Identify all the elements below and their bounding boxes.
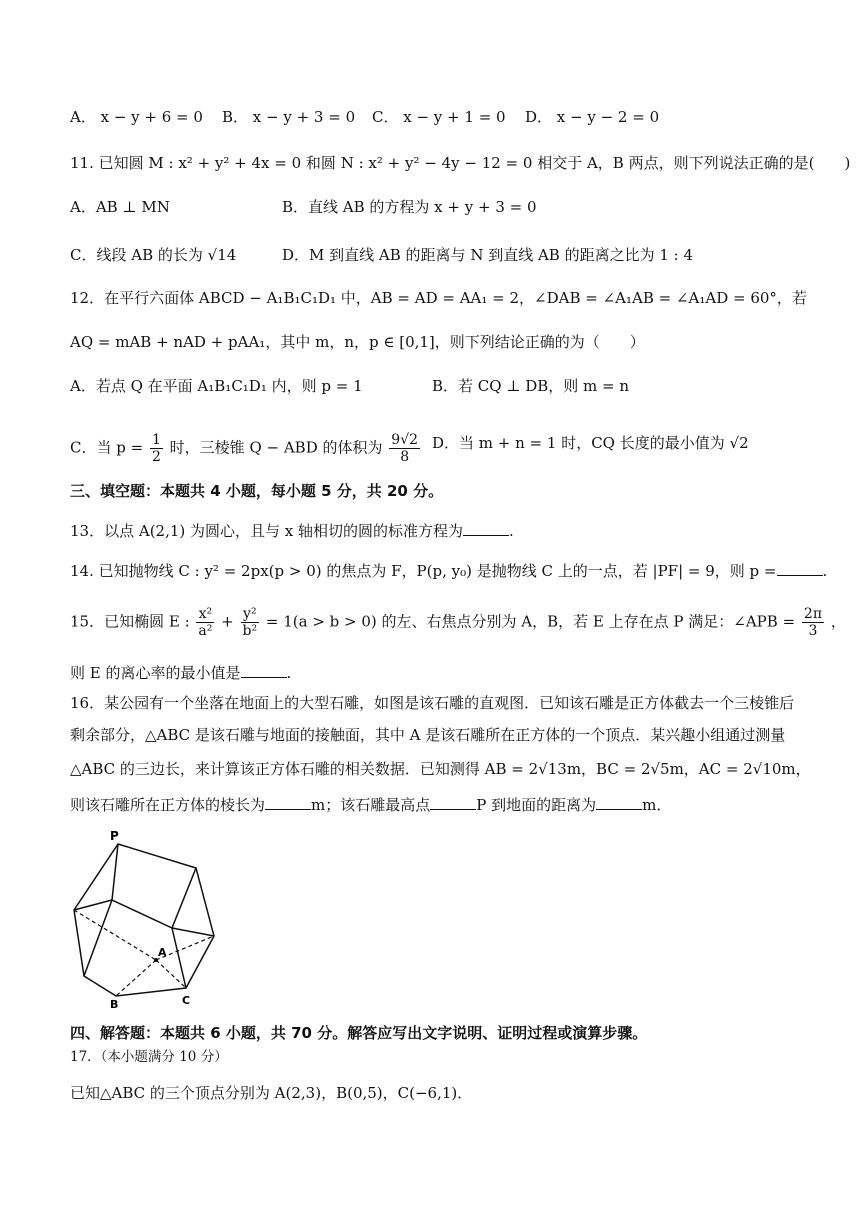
section4-heading: 四、解答题：本题共 6 小题，共 70 分。解答应写出文字说明、证明过程或演算步骤。 <box>70 1024 648 1042</box>
q15-frac2-den: b² <box>242 623 258 639</box>
q11-option-c: C．线段 AB 的长为 √14 <box>70 246 237 264</box>
q16-line4-a: 则该石雕所在正方体的棱长为 <box>70 796 266 814</box>
section3-heading: 三、填空题：本题共 4 小题，每小题 5 分，共 20 分。 <box>70 482 444 500</box>
q16-line4-b: m；该石雕最高点 <box>311 796 431 814</box>
q16-line2: 剩余部分，△ABC 是该石雕与地面的接触面，其中 A 是该石雕所在正方体的一个顶点．某兴趣小组通过测量 <box>70 726 786 744</box>
q12-option-d: D．当 m + n = 1 时，CQ 长度的最小值为 √2 <box>432 434 749 452</box>
q12-c-frac2-num: 9√2 <box>391 432 419 448</box>
figure-edge-right <box>172 928 214 936</box>
q12-c-frac2-den: 8 <box>400 449 410 465</box>
q14-answer-blank[interactable] <box>777 561 823 576</box>
q12-option-a: A．若点 Q 在平面 A₁B₁C₁D₁ 内，则 p = 1 <box>70 377 363 395</box>
q11-option-d: D．M 到直线 AB 的距离与 N 到直线 AB 的距离之比为 1 : 4 <box>282 246 694 264</box>
q11-option-b: B．直线 AB 的方程为 x + y + 3 = 0 <box>282 198 537 216</box>
q15-frac3-num: 2π <box>803 606 823 622</box>
q15-line2-end: . <box>286 664 292 682</box>
q16-line3: △ABC 的三边长，来计算该正方体石雕的相关数据．已知测得 AB = 2√13m，BC = 2√5m，AC = 2√10m， <box>70 760 811 778</box>
q15-end: ， <box>830 612 846 631</box>
q12-stem-line2: AQ = mAB + nAD + pAA₁，其中 m，n，p ∈ [0,1]，则下列结论正确的为（ ） <box>70 333 645 351</box>
q17-header: 17．（本小题满分 10 分） <box>70 1049 228 1065</box>
q17-text: 已知△ABC 的三个顶点分别为 A(2,3)，B(0,5)，C(−6,1)． <box>70 1084 473 1102</box>
q12-stem-line1: 12．在平行六面体 ABCD − A₁B₁C₁D₁ 中，AB = AD = AA₁ = 2，∠DAB = ∠A₁AB = ∠A₁AD = 60°，若 <box>70 289 807 307</box>
q16-line4-c: P 到地面的距离为 <box>476 796 597 814</box>
q13 <box>70 520 514 542</box>
q13-end: . <box>509 522 514 540</box>
figure-label-b: B <box>110 998 119 1010</box>
q15-frac1-den: a² <box>198 623 213 639</box>
figure-label-p: P <box>110 829 119 843</box>
figure-hidden-edge-2 <box>116 960 156 996</box>
q15-answer-blank[interactable] <box>241 663 287 678</box>
q12-option-b: B．若 CQ ⊥ DB，则 m = n <box>432 377 630 395</box>
figure-edge-upper <box>112 844 196 928</box>
q12-option-c-mid: 时，三棱锥 Q − ABD 的体积为 <box>169 438 383 457</box>
q10-option-a: A． x − y + 6 = 0 <box>70 108 203 126</box>
q15-frac2-num: y² <box>241 606 260 623</box>
q16-blank-point[interactable] <box>430 795 476 810</box>
figure-hidden-edge-1 <box>74 910 156 960</box>
stone-sculpture-figure <box>66 828 226 1010</box>
q14-end: . <box>822 562 828 580</box>
figure-hidden-edge-3 <box>156 960 186 988</box>
figure-label-a: A <box>158 946 167 959</box>
q15-plus: + <box>221 612 234 631</box>
q15-frac3-den: 3 <box>808 623 818 639</box>
q15-line1 <box>70 606 846 646</box>
q15-frac1-num: x² <box>196 606 214 623</box>
q12-option-c <box>70 432 422 465</box>
q15-line2-text: 则 E 的离心率的最小值是 <box>70 664 241 682</box>
q12-c-fraction-p <box>150 432 163 465</box>
q15-frac-y <box>241 606 260 639</box>
figure-edge-lower-left <box>84 900 112 976</box>
q16-blank-height[interactable] <box>596 795 642 810</box>
q15-line2 <box>70 662 291 684</box>
q15-pre: 15．已知椭圆 E : <box>70 612 190 631</box>
q12-option-c-pre: C．当 p = <box>70 438 144 457</box>
q16-blank-edge[interactable] <box>265 795 311 810</box>
q12-c-frac-den: 2 <box>151 449 161 465</box>
q16-line1: 16．某公园有一个坐落在地面上的大型石雕，如图是该石雕的直观图．已知该石雕是正方体截去一个三棱锥后 <box>70 694 795 712</box>
q15-mid: = 1(a > b > 0) 的左、右焦点分别为 A，B，若 E 上存在点 P 满足：∠APB = <box>265 612 796 631</box>
figure-solid-edges <box>74 844 214 996</box>
q15-frac-x <box>196 606 214 639</box>
q14-text: 14. 已知抛物线 C : y² = 2px(p > 0) 的焦点为 F，P(p, y₀) 是抛物线 C 上的一点，若 |PF| = 9，则 p = <box>70 562 777 580</box>
figure-label-c: C <box>182 994 191 1007</box>
q12-c-fraction-volume <box>389 432 420 465</box>
q13-answer-blank[interactable] <box>463 521 509 536</box>
q11-option-a: A．AB ⊥ MN <box>70 198 170 216</box>
figure-outline <box>74 844 214 996</box>
q16-line4-d: m． <box>642 796 672 814</box>
q10-option-c: C． x − y + 1 = 0 <box>372 108 506 126</box>
q15-frac-angle <box>802 606 824 639</box>
q10-option-b: B． x − y + 3 = 0 <box>222 108 356 126</box>
q11-stem: 11. 已知圆 M : x² + y² + 4x = 0 和圆 N : x² + y² − 4y − 12 = 0 相交于 A，B 两点，则下列说法正确的是( ) <box>70 154 851 172</box>
q16-line4 <box>70 794 671 816</box>
q10-option-d: D． x − y − 2 = 0 <box>525 108 660 126</box>
q14 <box>70 560 827 582</box>
q13-text: 13．以点 A(2,1) 为圆心，且与 x 轴相切的圆的标准方程为 <box>70 522 464 540</box>
q12-c-frac-num: 1 <box>151 432 161 448</box>
figure-edge-lower-right <box>172 928 186 988</box>
